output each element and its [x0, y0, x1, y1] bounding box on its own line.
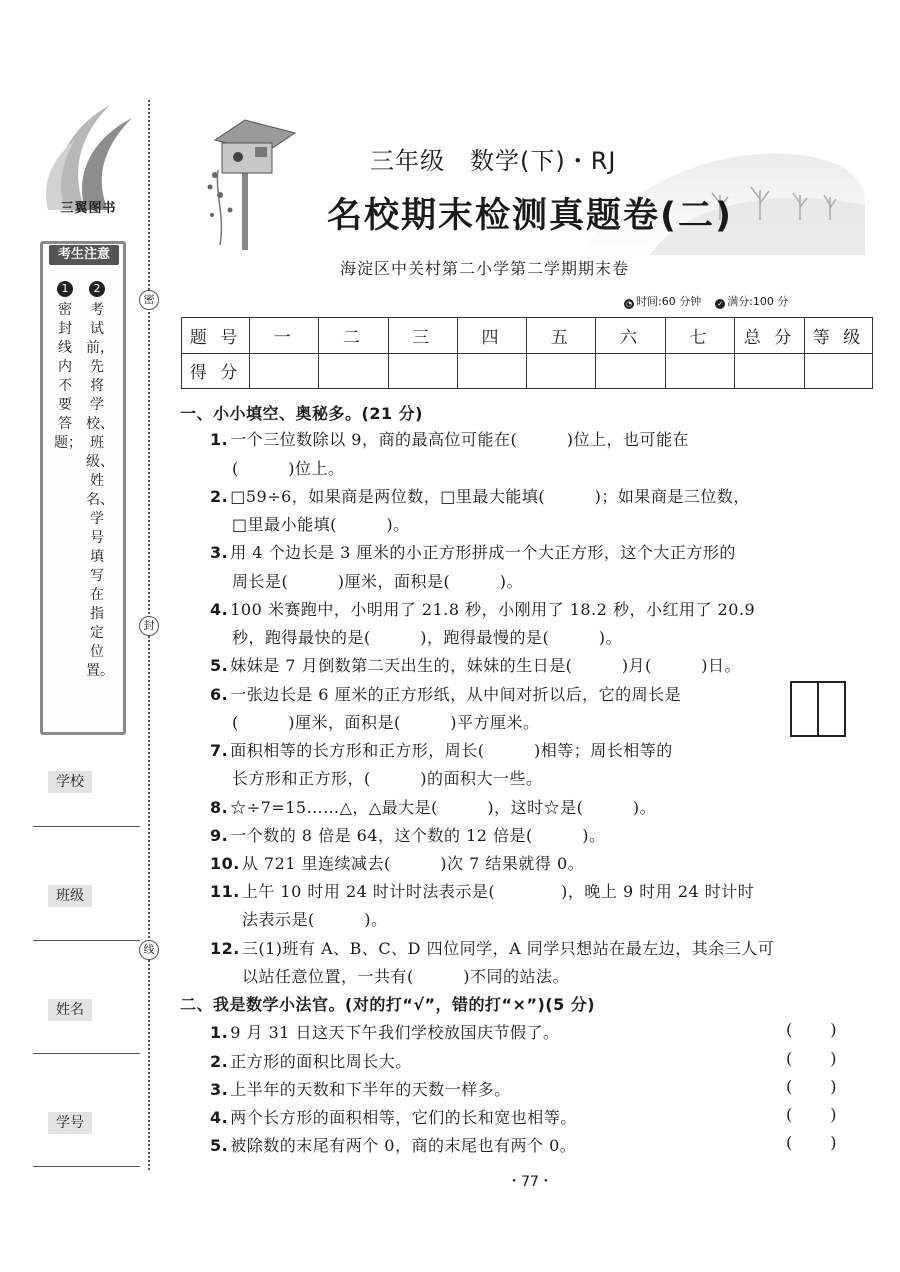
student-id-field[interactable] — [33, 1166, 140, 1167]
table-cell: 一 — [250, 318, 319, 354]
grade-subject: 三年级 数学(下)・RJ — [370, 147, 617, 175]
question-line: 秒，跑得最快的是( )，跑得最慢的是( )。 — [232, 628, 622, 647]
seal-char: 封 — [139, 616, 159, 636]
score-cell[interactable] — [388, 353, 457, 389]
page-title: 名校期末检测真题卷(二) — [327, 196, 733, 236]
question-line: ( )厘米，面积是( )平方厘米。 — [232, 713, 540, 732]
question-line: 4. 100 米赛跑中，小明用了 21.8 秒，小刚用了 18.2 秒，小红用了 20.9 — [210, 600, 756, 619]
school-label: 学校 — [48, 771, 92, 793]
question-line: 8. ☆÷7=15……△，△最大是( )，这时☆是( )。 — [210, 798, 657, 817]
answer-parens[interactable]: () — [786, 1049, 875, 1068]
question-line: □里最小能填( )。 — [232, 515, 410, 534]
notice-number: 2 — [89, 281, 105, 297]
seal-char: 密 — [139, 290, 159, 310]
table-cell: 二 — [319, 318, 388, 354]
score-cell[interactable] — [527, 353, 596, 389]
score-cell[interactable] — [457, 353, 526, 389]
answer-parens[interactable]: () — [786, 1020, 875, 1039]
table-cell: 得 分 — [182, 353, 250, 389]
answer-parens[interactable]: () — [786, 1105, 875, 1124]
page-number: ・77・ — [507, 1174, 553, 1190]
score-cell[interactable] — [805, 353, 873, 389]
question-line: 6. 一张边长是 6 厘米的正方形纸，从中间对折以后，它的周长是 — [210, 685, 682, 704]
notice-title: 考生注意 — [49, 245, 119, 265]
question-line: 7. 面积相等的长方形和正方形，周长( )相等；周长相等的 — [210, 741, 673, 760]
score-cell[interactable] — [250, 353, 319, 389]
table-cell: 五 — [527, 318, 596, 354]
table-cell: 等 级 — [805, 318, 873, 354]
table-row — [182, 318, 873, 354]
score-cell[interactable] — [596, 353, 665, 389]
question-line: 10. 从 721 里连续减去( )次 7 结果就得 0。 — [210, 854, 585, 873]
table-cell: 三 — [388, 318, 457, 354]
seal-char: 线 — [139, 940, 159, 960]
section-title: 一、小小填空、奥秘多。(21 分) — [180, 404, 423, 423]
question-line: 3. 用 4 个边长是 3 厘米的小正方形拼成一个大正方形，这个大正方形的 — [210, 543, 736, 562]
question-line: 长方形和正方形，( )的面积大一些。 — [232, 769, 543, 788]
score-table — [181, 317, 873, 389]
judge-item: 4. 两个长方形的面积相等，它们的长和宽也相等。 — [210, 1108, 577, 1127]
question-line: 以站任意位置，一共有( )不同的站法。 — [242, 967, 569, 986]
notice-number: 1 — [57, 281, 73, 297]
question-line: 5. 妹妹是 7 月倒数第二天出生的，妹妹的生日是( )月( )日。 — [210, 656, 742, 675]
question-line: 12. 三(1)班有 A、B、C、D 四位同学，A 同学只想站在最左边，其余三人可 — [210, 939, 775, 958]
answer-parens[interactable]: () — [786, 1077, 875, 1096]
check-icon: ✓ — [715, 299, 725, 309]
question-line: 2. □59÷6，如果商是两位数，□里最大能填( )；如果商是三位数， — [210, 487, 750, 506]
exam-score: 满分:100 分 — [727, 295, 789, 308]
question-line: 周长是( )厘米，面积是( )。 — [232, 572, 523, 591]
judge-item: 2. 正方形的面积比周长大。 — [210, 1052, 412, 1071]
score-cell[interactable] — [665, 353, 734, 389]
exam-source: 海淀区中关村第二小学第二学期期末卷 — [340, 259, 630, 278]
judge-item: 5. 被除数的末尾有两个 0，商的末尾也有两个 0。 — [210, 1136, 577, 1155]
section-title: 二、我是数学小法官。(对的打“√”，错的打“×”)(5 分) — [180, 995, 596, 1014]
table-cell: 七 — [665, 318, 734, 354]
judge-item: 1. 9 月 31 日这天下午我们学校放国庆节假了。 — [210, 1023, 560, 1042]
exam-time: 时间:60 分钟 — [636, 295, 702, 308]
question-line: 11. 上午 10 时用 24 时计时法表示是( )，晚上 9 时用 24 时计时 — [210, 882, 755, 901]
table-cell: 四 — [457, 318, 526, 354]
table-cell: 六 — [596, 318, 665, 354]
notice-box — [40, 241, 126, 735]
judge-item: 3. 上半年的天数和下半年的天数一样多。 — [210, 1080, 511, 1099]
class-label: 班级 — [48, 885, 92, 907]
table-row — [182, 353, 873, 389]
fold-line — [817, 681, 819, 737]
notice-text: 密封线内不要答题； — [54, 302, 82, 451]
notice-item — [54, 279, 82, 453]
clock-icon: ◔ — [625, 300, 633, 308]
answer-parens[interactable]: () — [786, 1133, 875, 1152]
school-field[interactable] — [33, 826, 140, 827]
score-cell[interactable] — [735, 353, 805, 389]
table-cell: 总 分 — [735, 318, 805, 354]
score-cell[interactable] — [319, 353, 388, 389]
exam-info — [624, 293, 788, 309]
question-line: ( )位上。 — [232, 459, 345, 478]
name-field[interactable] — [33, 1053, 140, 1054]
question-line: 1. 一个三位数除以 9，商的最高位可能在( )位上，也可能在 — [210, 430, 689, 449]
question-line: 9. 一个数的 8 倍是 64，这个数的 12 倍是( )。 — [210, 826, 606, 845]
question-line: 法表示是( )。 — [242, 910, 388, 929]
notice-text: 考试前，先将学校、班级、姓名、学号填写在指定位置。 — [86, 302, 114, 679]
table-cell: 题 号 — [182, 318, 250, 354]
student-id-label: 学号 — [48, 1112, 92, 1134]
notice-item — [86, 279, 114, 681]
brand-name: 三翼图书 — [60, 201, 117, 216]
class-field[interactable] — [33, 940, 140, 941]
name-label: 姓名 — [48, 999, 92, 1021]
